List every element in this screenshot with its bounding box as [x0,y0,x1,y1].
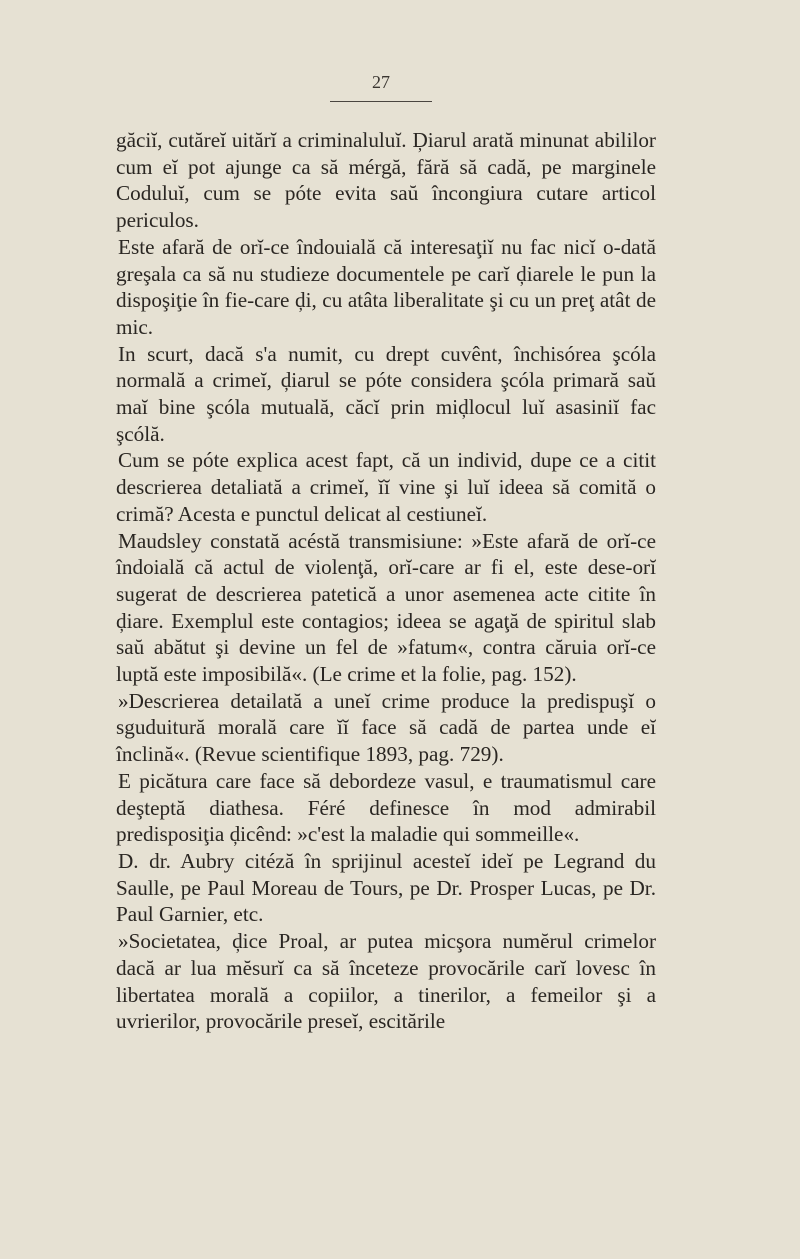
paragraph-6: »Descrierea detailată a uneĭ crime produce la predispuşĭ o sguduitură morală care ĭĭ face să cadă de partea unde eĭ înclină«. (Revue scientifique 1893, pag. 729). [116,688,656,767]
header-rule [330,101,432,102]
body-text [116,127,656,1035]
paragraph-5: Maudsley constată acéstă transmisiune: »Este afară de orĭ-ce îndoială că actul de violenţă, orĭ-care ar fi el, este dese-orĭ sugerat de descrierea patetică a unor asemenea acte citite în ḑiare. Exemplul este contagios; ideea se agaţă de spiritul slab saŭ abătut şi devine un fel de »fatum«, contra căruia orĭ-ce luptă este imposibilă«. (Le crime et la folie, pag. 152). [116,528,656,687]
paragraph-2: Este afară de orĭ-ce îndouială că interesaţiĭ nu fac nicĭ o-dată greşala ca să nu studieze documentele pe carĭ ḑiarele le pun la dispoşiţie în fie-care ḑi, cu atâta liberalitate şi cu un preţ atât de mic. [116,234,656,339]
paragraph-3: In scurt, dacă s'a numit, cu drept cuvênt, închisórea şcóla normală a crimeĭ, ḑiarul se póte considera şcóla primară saŭ maĭ bine şcóla mutuală, căcĭ prin miḑlocul luĭ asasiniĭ fac şcólă. [116,341,656,446]
page-number: 27 [372,72,390,92]
paragraph-1: găciĭ, cutăreĭ uitărĭ a criminaluluĭ. Ḑiarul arată minunat abililor cum eĭ pot ajunge ca să mérgă, fără să cadă, pe marginele Coduluĭ, cum se póte evita saŭ încongiura cutare articol periculos. [116,128,656,233]
paragraph-8: D. dr. Aubry citéză în sprijinul acesteĭ ideĭ pe Legrand du Saulle, pe Paul Moreau de Tours, pe Dr. Prosper Lucas, pe Dr. Paul Garnier, etc. [116,848,656,927]
paragraph-9: »Societatea, ḑice Proal, ar putea micşora numĕrul crimelor dacă ar lua mĕsurĭ ca să înceteze provocările carĭ lovesc în libertatea morală a copiilor, a tinerilor, a femeilor şi a uvrierilor, provocările preseĭ, escitările [116,929,656,1034]
paragraph-7: E picătura care face să debordeze vasul, e traumatismul care deşteptă diathesa. Féré definesce în mod admirabil predisposiţia ḑicênd: »c'est la maladie qui sommeille«. [116,768,656,847]
paragraph-4: Cum se póte explica acest fapt, că un individ, dupe ce a citit descrierea detaliată a crimeĭ, ĭĭ vine şi luĭ ideea să comită o crimă? Acesta e punctul delicat al cestiuneĭ. [116,448,656,526]
